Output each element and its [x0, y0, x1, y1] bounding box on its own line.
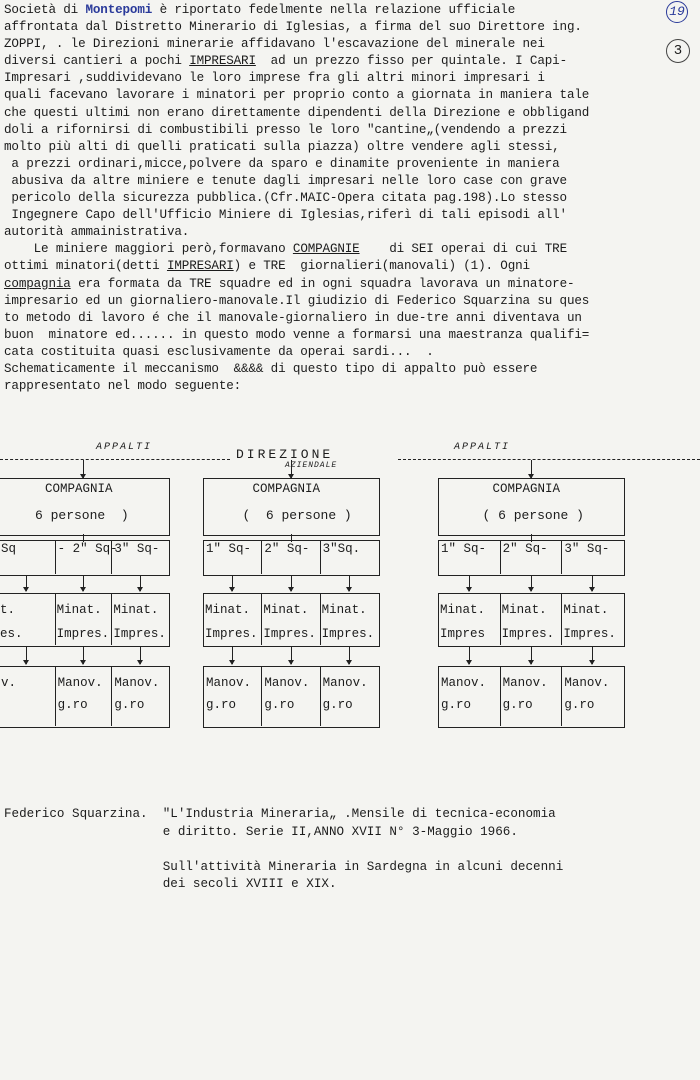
squad-cell: 3" Sq-: [114, 542, 160, 556]
miner-cell: Minat. Impres.: [113, 603, 166, 641]
reference-line: dei secoli XVIII e XIX.: [4, 877, 337, 891]
laborer-cell: Manov. g.ro: [322, 676, 368, 712]
arrow-down-icon: [288, 587, 294, 592]
body-line: [4, 378, 698, 395]
body-line-text: Impresari ,suddividevano le loro imprese fra gli altri minori impresari i: [4, 71, 545, 86]
body-line-text: autorità ammainistrativa.: [4, 225, 190, 240]
miner-cell: Minat. Impres.: [56, 603, 110, 641]
arrow-down-icon: [346, 587, 352, 592]
arrow-down-icon: [229, 587, 235, 592]
body-line: [4, 310, 698, 327]
cell-divider: [500, 666, 501, 726]
body-line-text: diversi cantieri a pochi: [4, 54, 190, 69]
miner-cell: Minat. Impres.: [563, 603, 616, 641]
cell-divider: [500, 593, 501, 645]
cell-divider: [111, 593, 112, 645]
body-line-text: ) e TRE giornalieri(manovali) (1). Ogni: [233, 259, 530, 274]
laborer-cell: Manov. g.ro: [502, 676, 548, 712]
squad-cell: 1" Sq-: [206, 542, 252, 556]
compagnia-size: 6 persone ): [35, 508, 129, 523]
squad-cell: Sq: [1, 542, 17, 556]
body-line-text: pericolo della sicurezza pubblica.(Cfr.MAIC-Opera citata pag.198).Lo stesso: [4, 191, 567, 206]
cell-divider: [320, 593, 321, 645]
arrow-down-icon: [589, 660, 595, 665]
laborer-cell: Manov. g.ro: [206, 676, 252, 712]
compagnia-title: COMPAGNIA: [492, 482, 561, 496]
body-line-text: Società di: [4, 3, 86, 17]
arrow-down-icon: [229, 660, 235, 665]
cell-divider: [55, 593, 56, 645]
reference-line: e diritto. Serie II,ANNO XVII N° 3-Maggio 1966.: [4, 824, 518, 839]
reference-line: Federico Squarzina. "L'Industria Mineraria„ .Mensile di tecnica-economia: [4, 807, 556, 821]
body-line: [4, 224, 698, 241]
compagnia-title: COMPAGNIA: [252, 482, 321, 496]
reference-line: Sull'attività Mineraria in Sardegna in alcuni decenni: [4, 859, 564, 874]
body-line: [4, 19, 698, 36]
body-line-text: ottimi minatori(detti: [4, 259, 167, 274]
body-line: [4, 139, 698, 156]
aziendale-subheader: AZIENDALE: [285, 461, 338, 470]
body-line-text: ZOPPI, . le Direzioni minerarie affidavano l'escavazione del minerale nei: [4, 37, 545, 52]
miner-cell: Minat. Impres: [440, 603, 486, 641]
appalti-line-right: [398, 459, 700, 460]
arrow-down-icon: [528, 587, 534, 592]
body-line-text: Schematicamente il meccanismo &&&& di questo tipo di appalto può essere: [4, 361, 538, 376]
body-line: [4, 173, 698, 190]
laborer-cell: Manov. g.ro: [114, 676, 160, 712]
body-line-text: a prezzi ordinari,micce,polvere da sparo e dinamite proveniente in maniera: [4, 156, 560, 171]
compagnia-title: COMPAGNIA: [45, 482, 113, 496]
body-line: [4, 327, 698, 344]
appalti-annotation-right: APPALTI: [454, 442, 511, 453]
miner-cell: Minat. Impres.: [205, 603, 258, 641]
body-line-text: abusiva da altre miniere e tenute dagli impresari nelle loro case con grave: [4, 173, 567, 188]
arrow-down-icon: [528, 660, 534, 665]
body-line: [4, 258, 698, 275]
appalto-diagram: [0, 430, 700, 760]
miner-cell: Minat. Impres.: [321, 603, 375, 641]
cell-divider: [500, 540, 501, 574]
body-line-text: doli a rifornirsi di combustibili presso le loro "cantine„(vendendo a prezzi: [4, 122, 567, 137]
body-line-text: buon minatore ed...... in questo modo venne a formarsi una maestranza qualifi=: [4, 327, 590, 342]
underlined-term: COMPAGNIE: [292, 242, 360, 257]
body-line-text: Ingegnere Capo dell'Ufficio Miniere di Iglesias,riferì di tali episodi all': [4, 208, 567, 223]
laborer-cell: Manov. g.ro: [564, 676, 610, 712]
body-line-text: Le miniere maggiori però,formavano: [4, 242, 293, 257]
arrow-down-icon: [288, 660, 294, 665]
squad-cell: 3" Sq-: [564, 542, 610, 556]
arrow-down-icon: [23, 587, 29, 592]
cell-divider: [261, 666, 262, 726]
miner-cell: Minat. Impres.: [263, 603, 316, 641]
underlined-term: IMPRESARI: [166, 259, 234, 274]
miner-cell: Minat. Impres.: [501, 603, 555, 641]
arrow-down-icon: [466, 587, 472, 592]
body-line-text: to metodo di lavoro é che il manovale-giornaliero in due-tre anni diventava un: [4, 310, 582, 325]
body-line-text: molto più alti di quelli praticati sulla piazza) oltre vendere agli stessi,: [4, 139, 560, 154]
cell-divider: [55, 540, 56, 574]
cell-divider: [261, 540, 262, 574]
references: [4, 806, 694, 894]
body-line: [4, 36, 698, 53]
body-line-text: che questi ultimi non erano direttamente dipendenti della Direzione e obbligand: [4, 105, 590, 120]
body-line-text: rappresentato nel modo seguente:: [4, 379, 242, 394]
body-line-text: era formata da TRE squadre ed in ogni squadra lavorava un minatore-: [70, 276, 575, 291]
appalti-line-left: [0, 459, 230, 460]
squad-cell: 2" Sq-: [264, 542, 310, 556]
laborer-cell: Manov. g.ro: [441, 676, 487, 712]
arrow-down-icon: [466, 660, 472, 665]
arrow-down-icon: [80, 587, 86, 592]
body-line-text: cata costituita quasi esclusivamente da operai sardi... .: [4, 344, 434, 359]
body-line: [4, 105, 698, 122]
compagnia-size: ( 6 persone ): [242, 508, 352, 523]
squad-cell: 3"Sq.: [322, 542, 361, 556]
cell-divider: [561, 540, 562, 574]
body-line: [4, 190, 698, 207]
body-line: [4, 122, 698, 139]
squad-cell: 2" Sq-: [502, 542, 548, 556]
laborer-cell: Manov. g.ro: [57, 676, 103, 712]
body-line: [4, 241, 698, 258]
body-line-text: impresario ed un giornaliero-manovale.Il giudizio di Federico Squarzina su ques: [4, 293, 590, 308]
underlined-term: compagnia: [4, 276, 71, 291]
cell-divider: [320, 540, 321, 574]
cell-divider: [111, 540, 112, 574]
arrow-down-icon: [137, 587, 143, 592]
body-line-text: di SEI operai di cui TRE: [359, 242, 567, 257]
body-line: [4, 344, 698, 361]
body-line: [4, 2, 698, 19]
arrow-down-icon: [346, 660, 352, 665]
body-line: [4, 53, 698, 70]
body-line-text: ad un prezzo fisso per quintale. I Capi-: [255, 54, 567, 69]
body-line: [4, 361, 698, 378]
body-line-text: affrontata dal Distretto Minerario di Iglesias, a firma del suo Direttore ing.: [4, 20, 582, 35]
miner-cell: t. es.: [0, 603, 23, 641]
squad-cell: - 2" Sq-: [57, 542, 118, 556]
page-number-circled: 3: [666, 39, 690, 63]
squad-cell: 1" Sq-: [441, 542, 487, 556]
cell-divider: [320, 666, 321, 726]
page-number-handwritten: 19: [666, 1, 688, 23]
body-line: [4, 293, 698, 310]
body-text: [4, 2, 698, 395]
body-line: [4, 87, 698, 104]
body-line: [4, 207, 698, 224]
reference-line: [4, 841, 694, 859]
direzione-header: DIREZIONE: [236, 447, 334, 462]
body-line-text: è riportato fedelmente nella relazione ufficiale: [152, 3, 516, 17]
underlined-term: IMPRESARI: [189, 54, 256, 69]
cell-divider: [561, 666, 562, 726]
laborer-cell: v.: [1, 676, 17, 690]
body-line: [4, 70, 698, 87]
body-line: [4, 156, 698, 173]
appalti-annotation-left: APPALTI: [96, 442, 153, 453]
cell-divider: [111, 666, 112, 726]
cell-divider: [261, 593, 262, 645]
compagnia-size: ( 6 persone ): [482, 508, 584, 523]
arrow-down-icon: [23, 660, 29, 665]
cell-divider: [55, 666, 56, 726]
laborer-cell: Manov. g.ro: [264, 676, 310, 712]
body-line: [4, 276, 698, 293]
arrow-down-icon: [589, 587, 595, 592]
body-line-text: quali facevano lavorare i minatori per proprio conto a giornata in maniera tale: [4, 88, 590, 103]
arrow-down-icon: [137, 660, 143, 665]
company-name: Montepomi: [85, 3, 153, 17]
cell-divider: [561, 593, 562, 645]
arrow-down-icon: [80, 660, 86, 665]
